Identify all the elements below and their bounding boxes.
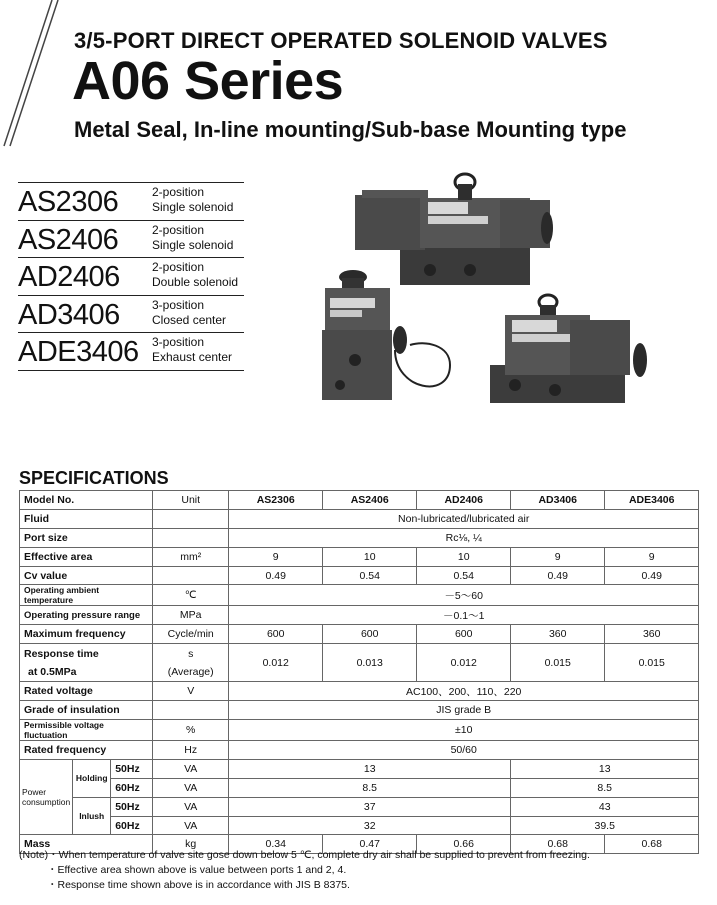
model-description: 2-position Double solenoid: [152, 260, 239, 289]
hz-label: 60Hz: [111, 778, 153, 797]
model-header: AD2406: [417, 491, 511, 510]
value-cell: 39.5: [511, 816, 699, 835]
unit-cell: VA: [153, 797, 229, 816]
unit-cell: Hz: [153, 741, 229, 760]
model-header: AS2306: [229, 491, 323, 510]
value-cell: 9: [229, 547, 323, 566]
row-label: Operating ambient temperature: [20, 585, 153, 606]
value-cell: 600: [229, 625, 323, 644]
model-header: ADE3406: [605, 491, 699, 510]
table-row: [20, 682, 699, 701]
model-row: [18, 333, 244, 371]
model-code: ADE3406: [18, 336, 139, 368]
product-photo: [300, 170, 670, 415]
unit-cell: kg: [153, 835, 229, 854]
value-cell: 13: [511, 759, 699, 778]
model-row: [18, 183, 244, 221]
specifications-title: SPECIFICATIONS: [19, 468, 169, 488]
table-row: [20, 701, 699, 720]
model-description: 2-position Single solenoid: [152, 222, 234, 252]
power-consumption-label: Power consumption: [20, 759, 73, 835]
value-cell: 0.49: [229, 566, 323, 585]
value-cell: 37: [229, 797, 511, 816]
table-row: [20, 625, 699, 644]
hz-label: 50Hz: [111, 759, 153, 778]
value-cell: 10: [323, 547, 417, 566]
table-row: [20, 816, 699, 835]
row-label: Effective area: [20, 547, 153, 566]
unit-cell: [153, 701, 229, 720]
model-row: [18, 258, 244, 296]
value-cell: Non-lubricated/lubricated air: [229, 509, 699, 528]
model-code: AS2406: [18, 223, 119, 256]
unit-cell: VA: [153, 778, 229, 797]
row-label: Rated frequency: [20, 741, 153, 760]
model-no-label: Model No.: [20, 491, 153, 510]
hz-label: 60Hz: [111, 816, 153, 835]
value-cell: 8.5: [229, 778, 511, 797]
notes: [19, 848, 590, 893]
row-label: Operating pressure range: [20, 606, 153, 625]
model-row: [18, 221, 244, 259]
unit-cell: VA: [153, 816, 229, 835]
value-cell: －5〜60: [229, 585, 699, 606]
row-label: Grade of insulation: [20, 701, 153, 720]
unit-cell: [153, 566, 229, 585]
value-cell: 0.68: [511, 835, 605, 854]
model-row: [18, 296, 244, 334]
value-cell: 360: [511, 625, 605, 644]
value-cell: 0.47: [323, 835, 417, 854]
model-description: 3-position Closed center: [152, 297, 227, 327]
value-cell: 0.015: [605, 644, 699, 682]
value-cell: 0.54: [417, 566, 511, 585]
table-row: [20, 606, 699, 625]
value-cell: 13: [229, 759, 511, 778]
valve-photo-top: [355, 174, 553, 285]
value-cell: 9: [511, 547, 605, 566]
table-row: [20, 547, 699, 566]
value-cell: 43: [511, 797, 699, 816]
table-header-row: [20, 491, 699, 510]
value-cell: 0.68: [605, 835, 699, 854]
table-row: [20, 759, 699, 778]
table-row: [20, 585, 699, 606]
unit-header: Unit: [153, 491, 229, 510]
unit-cell: ℃: [153, 585, 229, 606]
model-description: 2-position Single solenoid: [152, 185, 234, 214]
row-label: Fluid: [20, 509, 153, 528]
unit-cell: V: [153, 682, 229, 701]
value-cell: 0.012: [229, 644, 323, 682]
holding-label: Holding: [73, 759, 111, 797]
row-label: Port size: [20, 528, 153, 547]
value-cell: Rc⅛, ¼: [229, 528, 699, 547]
value-cell: 0.012: [417, 644, 511, 682]
value-cell: AC100、200、110、220: [229, 682, 699, 701]
specifications-table: [19, 490, 699, 854]
model-code: AS2306: [18, 186, 119, 218]
value-cell: JIS grade B: [229, 701, 699, 720]
value-cell: 50/60: [229, 741, 699, 760]
note-line: ・Effective area shown above is value between ports 1 and 2, 4.: [47, 864, 347, 876]
note-line: ・Response time shown above is in accordance with JIS B 8375.: [47, 879, 350, 891]
model-code: AD3406: [18, 298, 120, 331]
row-label: Cv value: [20, 566, 153, 585]
table-row: [20, 778, 699, 797]
table-row: [20, 528, 699, 547]
inlush-label: Inlush: [73, 797, 111, 835]
table-row: [20, 509, 699, 528]
decorative-slash: [0, 0, 60, 150]
row-label: Rated voltage: [20, 682, 153, 701]
row-label: Mass: [20, 835, 153, 854]
value-cell: ±10: [229, 720, 699, 741]
valve-photo-left: [322, 270, 450, 400]
unit-cell: Cycle/min: [153, 625, 229, 644]
value-cell: 0.66: [417, 835, 511, 854]
table-row: [20, 720, 699, 741]
row-label: Response time at 0.5MPa: [20, 644, 153, 682]
row-label: Permissible voltage fluctuation: [20, 720, 153, 741]
model-code: AD2406: [18, 261, 120, 293]
model-header: AD3406: [511, 491, 605, 510]
row-label: Maximum frequency: [20, 625, 153, 644]
table-row: [20, 797, 699, 816]
unit-cell: s (Average): [153, 644, 229, 682]
page-description: Metal Seal, In-line mounting/Sub-base Mounting type: [74, 117, 627, 142]
unit-cell: %: [153, 720, 229, 741]
table-row: [20, 566, 699, 585]
model-description: 3-position Exhaust center: [152, 335, 233, 364]
unit-cell: MPa: [153, 606, 229, 625]
value-cell: 10: [417, 547, 511, 566]
value-cell: 9: [605, 547, 699, 566]
unit-cell: [153, 528, 229, 547]
value-cell: 600: [417, 625, 511, 644]
model-list: [18, 182, 244, 371]
value-cell: 0.34: [229, 835, 323, 854]
value-cell: 0.015: [511, 644, 605, 682]
value-cell: 600: [323, 625, 417, 644]
value-cell: 0.54: [323, 566, 417, 585]
value-cell: 360: [605, 625, 699, 644]
table-row: [20, 644, 699, 682]
hz-label: 50Hz: [111, 797, 153, 816]
table-row: [20, 741, 699, 760]
value-cell: 0.013: [323, 644, 417, 682]
value-cell: 0.49: [511, 566, 605, 585]
unit-cell: [153, 509, 229, 528]
value-cell: 32: [229, 816, 511, 835]
value-cell: 8.5: [511, 778, 699, 797]
page-title: A06 Series: [72, 51, 344, 111]
model-header: AS2406: [323, 491, 417, 510]
value-cell: －0.1〜1: [229, 606, 699, 625]
note-line: (Note)・When temperature of valve site gose down below 5 ℃, complete dry air shall be supplied to prevent from freezing.: [19, 849, 590, 861]
unit-cell: VA: [153, 759, 229, 778]
valve-photo-right: [490, 295, 647, 403]
unit-cell: mm²: [153, 547, 229, 566]
page-subtitle: 3/5-PORT DIRECT OPERATED SOLENOID VALVES: [74, 28, 608, 53]
value-cell: 0.49: [605, 566, 699, 585]
